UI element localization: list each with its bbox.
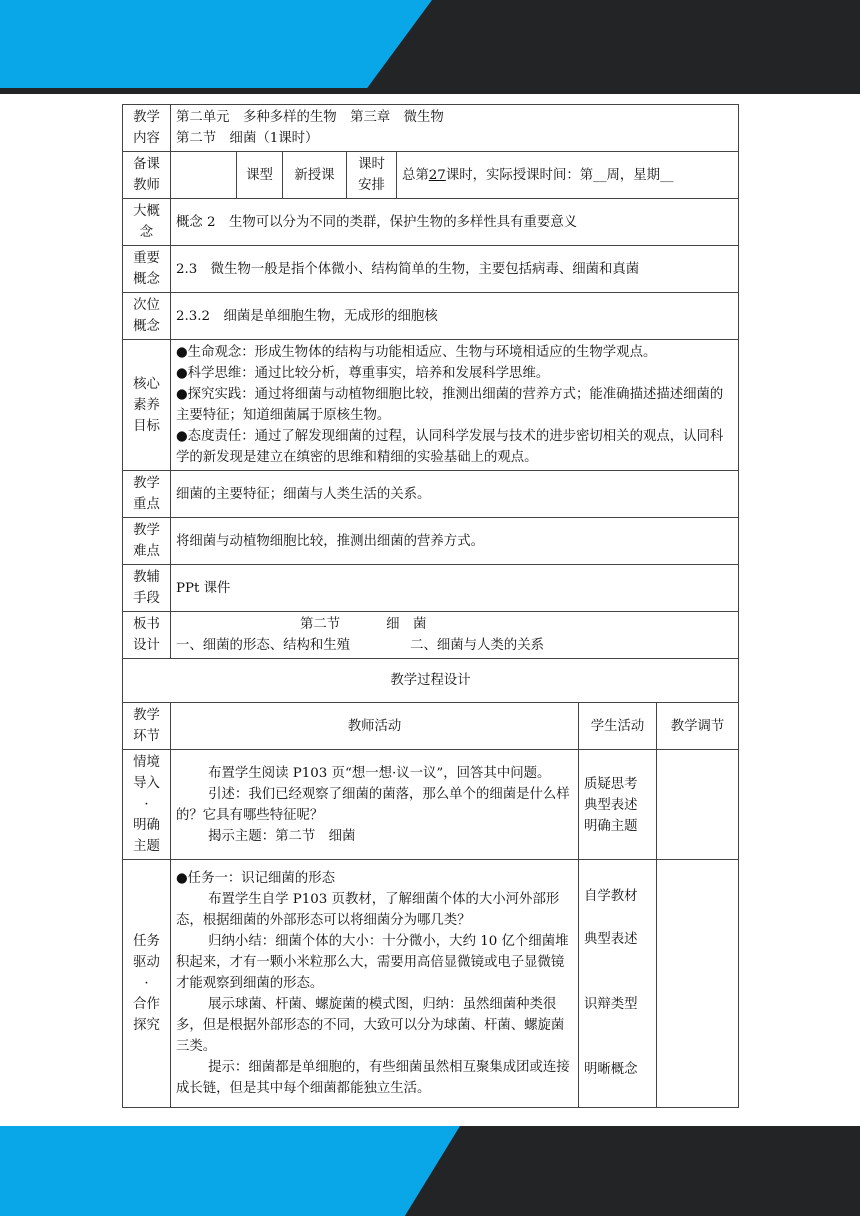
process-title: 教学过程设计 (123, 659, 739, 703)
label-teacher: 备课教师 (123, 152, 171, 199)
board-title-a: 第二节 (300, 617, 341, 632)
stage-label-task (123, 860, 171, 1108)
row-board (123, 612, 739, 659)
teacher-activity-intro (171, 750, 579, 860)
stage-label-line: 情境 (133, 755, 160, 770)
teacher-para: 揭示主题：第二节 细菌 (208, 828, 356, 844)
label-board: 板书设计 (123, 612, 171, 659)
teacher-para: 提示：细菌都是单细胞的，有些细菌虽然相互聚集成团或连接成长链，但是其中每个细菌都能独立生活。 (176, 1060, 570, 1096)
row-process-title (123, 659, 739, 703)
student-activity-intro (579, 750, 657, 860)
core-literacy-list (171, 340, 739, 471)
board-item-2: 二、细菌与人类的关系 (410, 638, 544, 653)
process-header-row (123, 703, 739, 750)
student-item: 明晰概念 (584, 1062, 638, 1077)
label-difficulty: 教学难点 (123, 518, 171, 565)
content-line1: 第二单元 多种多样的生物 第三章 微生物 (176, 110, 444, 125)
stage-label-line: 明确 (133, 818, 160, 833)
literacy-item: ●科学思维：通过比较分析，尊重事实，培养和发展科学思维。 (176, 366, 550, 381)
row-big-concept (123, 199, 739, 246)
label-type: 课型 (237, 152, 283, 199)
row-aids (123, 565, 739, 612)
schedule-number: 27 (428, 167, 446, 183)
teacher-para: 展示球菌、杆菌、螺旋菌的模式图，归纳：虽然细菌种类很多，但是根据外部形态的不同，大致可以分为球菌、杆菌、螺旋菌三类。 (176, 997, 565, 1054)
sub-concept-value: 2.3.2 细菌是单细胞生物，无成形的细胞核 (171, 293, 739, 340)
literacy-item: ●探究实践：通过将细菌与动植物细胞比较，推测出细菌的营养方式；能准确描述描述细菌的主要特征；知道细菌属于原核生物。 (176, 387, 724, 423)
stage-label-line: 任务 (133, 934, 160, 949)
key-concept-value: 2.3 微生物一般是指个体微小、结构简单的生物，主要包括病毒、细菌和真菌 (171, 246, 739, 293)
teacher-para: 归纳小结：细菌个体的大小：十分微小，大约 10 亿个细菌堆积起来，才有一颗小米粒那么大，需要用高倍显微镜或电子显微镜才能观察到细菌的形态。 (176, 934, 569, 991)
teacher-para: 布置学生自学 P103 页教材，了解细菌个体的大小河外部形态，根据细菌的外部形态可以将细菌分为哪几类？ (176, 892, 560, 928)
label-big-concept: 大概念 (123, 199, 171, 246)
student-item: 质疑思考 (584, 777, 638, 792)
label-focus: 教学重点 (123, 471, 171, 518)
lesson-plan-table (122, 104, 739, 1108)
teacher-name (171, 152, 237, 199)
stage-label-intro (123, 750, 171, 860)
footer-blue-band (0, 1126, 460, 1216)
row-content (123, 105, 739, 152)
stage-label-line: 合作 (133, 997, 160, 1012)
difficulty-value: 将细菌与动植物细胞比较，推测出细菌的营养方式。 (171, 518, 739, 565)
row-focus (123, 471, 739, 518)
teacher-para: 布置学生阅读 P103 页“想一想·议一议”，回答其中问题。 (208, 765, 551, 781)
stage-label-line: 驱动 (133, 955, 160, 970)
stage-label-line: · (144, 797, 149, 812)
board-item-1: 一、细菌的形态、结构和生殖 (176, 638, 351, 653)
label-content: 教学内容 (123, 105, 171, 152)
teacher-para: 引述：我们已经观察了细菌的菌落，那么单个的细菌是什么样的？它具有哪些特征呢？ (176, 786, 570, 823)
label-key-concept: 重要概念 (123, 246, 171, 293)
row-core-literacy (123, 340, 739, 471)
adjust-task (657, 860, 739, 1108)
task-heading: ●任务一：识记细菌的形态 (176, 871, 335, 886)
focus-value: 细菌的主要特征；细菌与人类生活的关系。 (171, 471, 739, 518)
label-hours: 课时安排 (347, 152, 397, 199)
stage-label-line: 探究 (133, 1018, 160, 1033)
student-item: 明确主题 (584, 819, 638, 834)
student-activity-task (579, 860, 657, 1108)
header-blue-band (0, 0, 432, 88)
row-teacher (123, 152, 739, 199)
board-design (171, 612, 739, 659)
stage-label-line: 主题 (133, 839, 160, 854)
stage-label-line: 导入 (133, 776, 160, 791)
content-value (171, 105, 739, 152)
schedule-suffix: 课时，实际授课时间：第__周，星期__ (445, 167, 674, 183)
stage-row-task (123, 860, 739, 1108)
type-value: 新授课 (283, 152, 347, 199)
schedule-prefix: 总第 (402, 167, 429, 183)
student-item: 典型表述 (584, 798, 638, 813)
student-item: 识辩类型 (584, 997, 638, 1012)
row-sub-concept (123, 293, 739, 340)
stage-label-line: · (144, 976, 149, 991)
student-item: 自学教材 (584, 889, 638, 904)
schedule (397, 152, 739, 199)
row-difficulty (123, 518, 739, 565)
literacy-item: ●态度责任：通过了解发现细菌的过程，认同科学发展与技术的进步密切相关的观点，认同科学的新发现是建立在缜密的思维和精细的实验基础上的观点。 (176, 429, 724, 465)
label-sub-concept: 次位概念 (123, 293, 171, 340)
big-concept-value: 概念 2 生物可以分为不同的类群，保护生物的多样性具有重要意义 (171, 199, 739, 246)
header-adjust: 教学调节 (657, 703, 739, 750)
header-stage: 教学环节 (123, 703, 171, 750)
adjust-intro (657, 750, 739, 860)
header-teacher: 教师活动 (171, 703, 579, 750)
student-item: 典型表述 (584, 932, 638, 947)
board-title-b: 细 菌 (386, 617, 427, 632)
stage-row-intro (123, 750, 739, 860)
label-core-literacy: 核心素养目标 (123, 340, 171, 471)
literacy-item: ●生命观念：形成生物体的结构与功能相适应、生物与环境相适应的生物学观点。 (176, 345, 657, 360)
header-student: 学生活动 (579, 703, 657, 750)
label-aids: 教辅手段 (123, 565, 171, 612)
content-line2: 第二节 细菌（1课时） (176, 131, 319, 146)
row-key-concept (123, 246, 739, 293)
teacher-activity-task (171, 860, 579, 1108)
aids-value: PPt 课件 (171, 565, 739, 612)
